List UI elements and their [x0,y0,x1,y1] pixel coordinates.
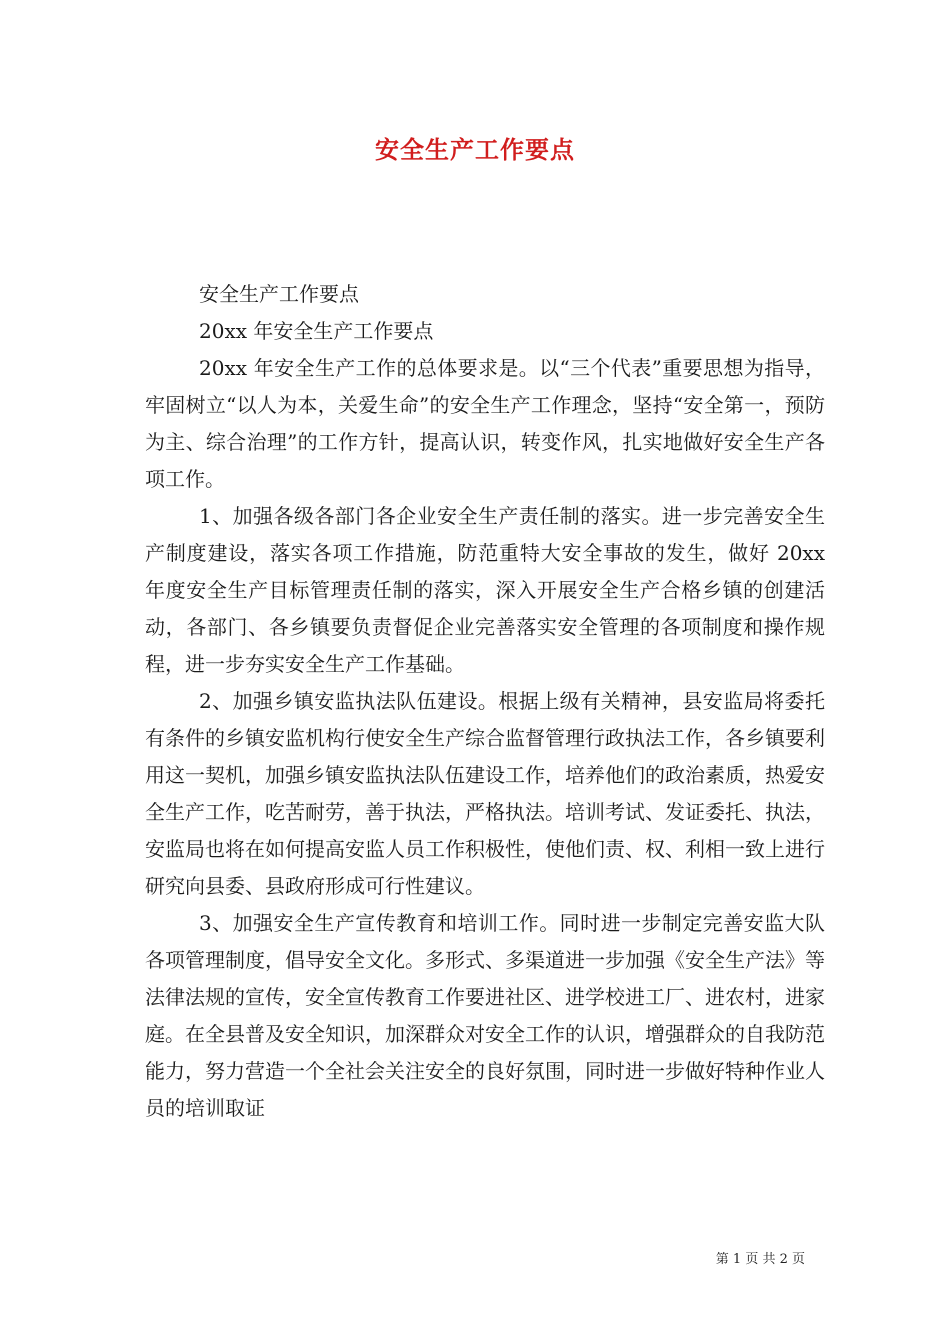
document-body [145,276,825,1127]
page-footer: 第 1 页 共 2 页 [715,1252,805,1267]
paragraph-subheading: 20xx 年安全生产工作要点 [199,319,434,343]
paragraph-heading: 安全生产工作要点 [199,282,359,306]
paragraph-item-3: 3、加强安全生产宣传教育和培训工作。同时进一步制定完善安监大队各项管理制度，倡导安全文化。多形式、多渠道进一步加强《安全生产法》等法律法规的宣传，安全宣传教育工作要进社区、进学校进工厂、进农村，进家庭。在全县普及安全知识，加深群众对安全工作的认识，增强群众的自我防范能力，努力营造一个全社会关注安全的良好氛围，同时进一步做好特种作业人员的培训取证 [145,911,825,1120]
paragraph-item-1: 1、加强各级各部门各企业安全生产责任制的落实。进一步完善安全生产制度建设，落实各项工作措施，防范重特大安全事故的发生，做好 20xx 年度安全生产目标管理责任制的落实，深入开展安全生产合格乡镇的创建活动，各部门、各乡镇要负责督促企业完善落实安全管理的各项制度和操作规程，进一步夯实安全生产工作基础。 [145,504,825,676]
paragraph-overview: 20xx 年安全生产工作的总体要求是。以“三个代表”重要思想为指导，牢固树立“以人为本，关爱生命”的安全生产工作理念，坚持“安全第一，预防为主、综合治理”的工作方针，提高认识，转变作风，扎实地做好安全生产各项工作。 [145,356,825,491]
page-title: 安全生产工作要点 [375,135,575,164]
paragraph-item-2: 2、加强乡镇安监执法队伍建设。根据上级有关精神，县安监局将委托有条件的乡镇安监机构行使安全生产综合监督管理行政执法工作，各乡镇要利用这一契机，加强乡镇安监执法队伍建设工作，培养他们的政治素质，热爱安全生产工作，吃苦耐劳，善于执法，严格执法。培训考试、发证委托、执法，安监局也将在如何提高安监人员工作积极性，使他们责、权、利相一致上进行研究向县委、县政府形成可行性建议。 [145,689,825,898]
